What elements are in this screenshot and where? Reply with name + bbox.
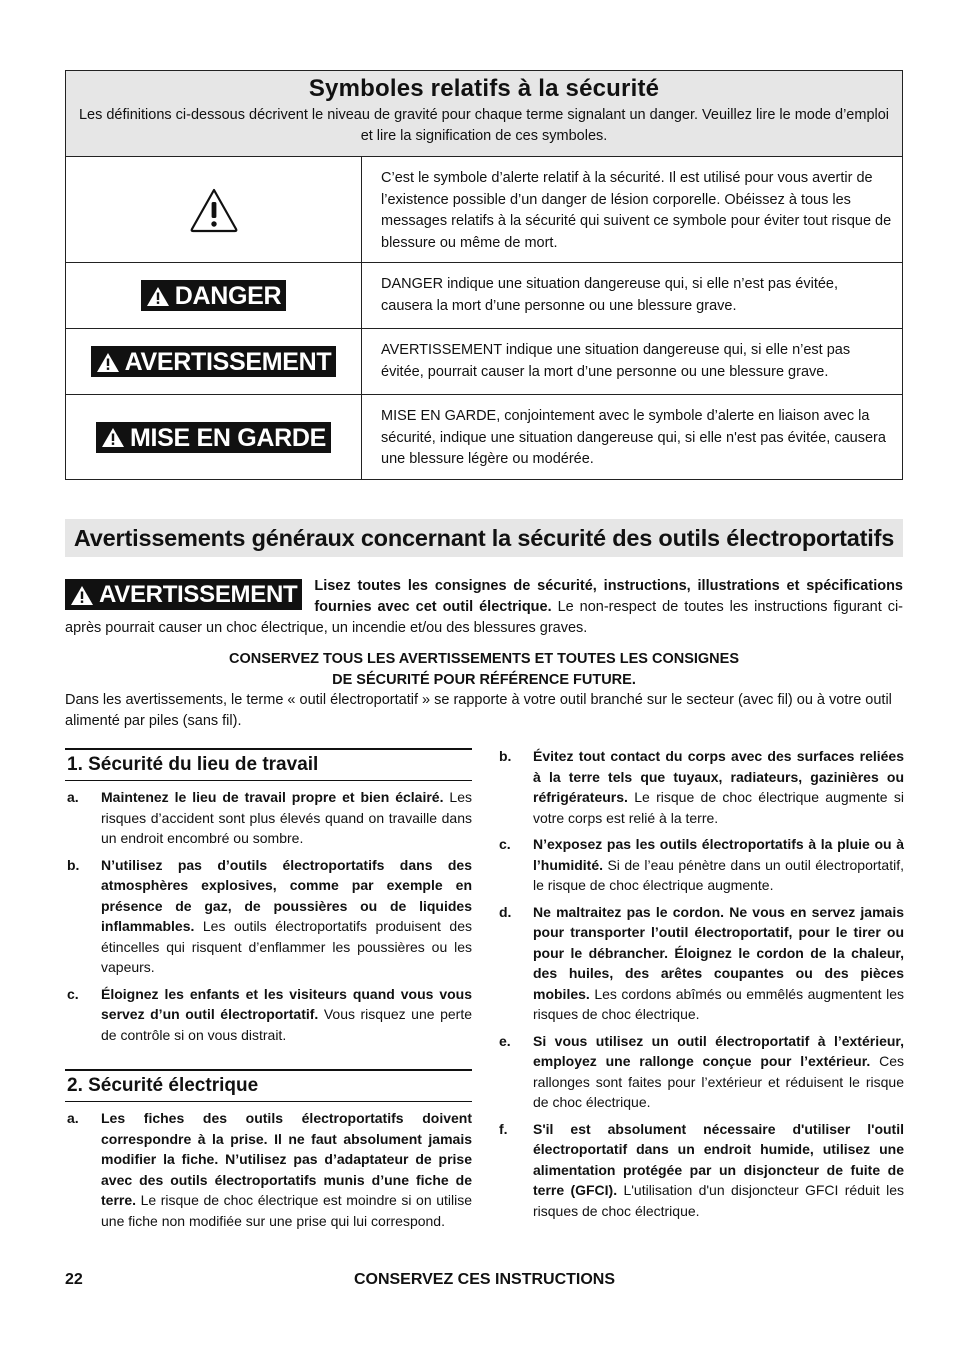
- definition-paragraph: Dans les avertissements, le terme « outil électroportatif » se rapporte à votre outil branché sur le secteur (avec fil) ou à votre outil alimenté par piles (sans fil).: [65, 692, 892, 729]
- list-item: [497, 1119, 904, 1222]
- item-letter: c.: [499, 836, 511, 852]
- list-item: [65, 855, 472, 978]
- avertissement-signal-word: [91, 346, 337, 377]
- avertissement-signal-word: [65, 579, 302, 610]
- symbols-row-avertissement: [66, 329, 902, 395]
- item-letter: b.: [67, 856, 80, 873]
- list-item: [497, 746, 904, 828]
- conserve-line-1: CONSERVEZ TOUS LES AVERTISSEMENTS ET TOUTES LES CONSIGNES: [229, 651, 739, 667]
- list-item: [497, 834, 904, 896]
- general-warnings-title: Avertissements généraux concernant la sécurité des outils électroportatifs: [73, 525, 895, 551]
- item-bold: Maintenez le lieu de travail propre et bien éclairé.: [101, 789, 444, 805]
- conserve-notice: [65, 649, 903, 691]
- symbols-row-alert-text: C’est le symbole d’alerte relatif à la sécurité. Il est utilisé pour vous avertir de l’existence possible d’un danger de lésion corporelle. Obéissez à tous les messages relatifs à la sécurité qui suivent ce symbole pour éviter tout risque de blessure ou même de mort.: [381, 170, 892, 251]
- item-text: Ces rallonges sont faites pour l’extérieur et réduisent le risque de choc électrique.: [533, 1053, 904, 1110]
- symbols-row-alert: [66, 157, 902, 263]
- conserve-line-2: DE SÉCURITÉ POUR RÉFÉRENCE FUTURE.: [332, 672, 636, 688]
- item-text: Les outils électroportatifs produisent des étincelles qui risquent d’enflammer les poussières ou les vapeurs.: [101, 918, 472, 975]
- item-text: Si de l’eau pénètre dans un outil électroportatif, le risque de choc électrique augmente.: [533, 856, 904, 893]
- safety-symbols-table: [65, 70, 903, 480]
- item-bold: S'il est absolument nécessaire d'utiliser l'outil électroportatif dans un endroit humide, utilisez une alimentation protégée par un disjoncteur de fuite de terre (GFCI).: [533, 1120, 904, 1198]
- item-bold: Évitez tout contact du corps avec des surfaces reliées à la terre tels que tuyaux, radiateurs, gazinières ou réfrigérateurs.: [533, 748, 904, 805]
- item-bold: Éloignez les enfants et les visiteurs quand vous vous servez d’un outil électroportatif.: [101, 985, 472, 1022]
- mise-en-garde-signal-label: MISE EN GARDE: [129, 423, 327, 452]
- item-letter: f.: [499, 1120, 508, 1137]
- item-text: L'utilisation d'un disjoncteur GFCI réduit les risques de choc électrique.: [533, 1182, 904, 1219]
- symbols-table-title: Symboles relatifs à la sécurité: [308, 75, 660, 102]
- mise-en-garde-signal-word: [96, 422, 331, 453]
- section-1-title: 1. Sécurité du lieu de travail: [67, 754, 319, 775]
- item-letter: c.: [67, 985, 79, 1002]
- item-bold: Les fiches des outils électroportatifs doivent correspondre à la prise. Il ne faut absolument jamais modifier la fiche. N’utilisez pas d’adaptateur de prise avec des outils électroportatifs munis d’une fiche de terre.: [101, 1110, 472, 1208]
- right-column: [497, 746, 904, 1227]
- alert-triangle-icon: [70, 585, 94, 606]
- general-warning-bold: Lisez toutes les consignes de sécurité, instructions, illustrations et spécifications fournies avec cet outil électrique.: [314, 578, 903, 615]
- item-bold: Ne maltraitez pas le cordon. Ne vous en servez jamais pour transporter l’outil électroportatif, pour le tirer ou pour le débrancher. Éloignez le cordon de la chaleur, des huiles, des arêtes coupantes ou des pièces mobiles.: [533, 903, 904, 1002]
- list-item: [497, 1031, 904, 1113]
- item-text: Les cordons abîmés ou emmêlés augmentent les risques de choc électrique.: [533, 985, 904, 1022]
- list-item: [65, 984, 472, 1046]
- alert-triangle-icon: [96, 352, 120, 373]
- item-bold: N’exposez pas les outils électroportatifs à la pluie ou à l’humidité.: [533, 836, 904, 873]
- alert-triangle-icon: [189, 187, 239, 233]
- danger-signal-word: [141, 280, 287, 311]
- general-warning-text: Le non-respect de toutes les instructions figurant ci-après pourrait causer un choc électrique, un incendie et/ou des blessures graves.: [65, 599, 903, 636]
- symbols-table-intro: Les définitions ci-dessous décrivent le niveau de gravité pour chaque terme signalant un danger. Veuillez lire le mode d’emploi et lire la signification de ces symboles.: [78, 107, 890, 144]
- item-text: Les risques d’accident sont plus élevés quand on travaille dans un endroit encombré ou sombre.: [101, 789, 473, 846]
- avertissement-signal-label: AVERTISSEMENT: [124, 348, 332, 376]
- symbols-row-danger-text: DANGER indique une situation dangereuse qui, si elle n’est pas évitée, causera la mort d’une personne ou une blessure grave.: [381, 276, 839, 314]
- list-item: [65, 787, 472, 849]
- avertissement-signal-label: AVERTISSEMENT: [99, 581, 298, 608]
- item-text: Le risque de choc électrique est moindre si on utilise une fiche non modifiée sur une prise qui lui correspond.: [101, 1192, 472, 1229]
- general-warnings-header: [65, 519, 903, 557]
- item-bold: Si vous utilisez un outil électroportatif à l’extérieur, employez une rallonge conçue pour l’extérieur.: [533, 1032, 904, 1069]
- section-2-header: [65, 1069, 472, 1102]
- item-letter: b.: [499, 748, 512, 764]
- page-number: 22: [65, 1271, 83, 1288]
- section-1-header: [65, 748, 472, 781]
- alert-triangle-icon: [101, 427, 125, 448]
- symbols-row-mise-en-garde: [66, 395, 902, 479]
- item-letter: a.: [67, 789, 79, 805]
- list-item: [65, 1108, 472, 1231]
- general-warning-paragraph: [65, 576, 903, 639]
- symbols-table-header: [66, 71, 902, 157]
- danger-signal-label: DANGER: [174, 282, 282, 310]
- left-column: [65, 748, 472, 1237]
- item-bold: N’utilisez pas d’outils électroportatifs dans des atmosphères explosives, comme par exemple en présence de gaz, de poussières ou de liquides inflammables.: [101, 856, 472, 934]
- section-2-title: 2. Sécurité électrique: [67, 1075, 259, 1096]
- item-letter: a.: [67, 1110, 79, 1126]
- symbols-row-danger: [66, 263, 902, 329]
- symbols-row-mise-en-garde-text: MISE EN GARDE, conjointement avec le symbole d’alerte en liaison avec la sécurité, indique une situation dangereuse qui, si elle n'est pas évitée, causera une blessure légère ou modérée.: [381, 408, 886, 467]
- footer-title: CONSERVEZ CES INSTRUCTIONS: [353, 1271, 616, 1288]
- list-item: [497, 902, 904, 1025]
- item-text: Vous risquez une perte de contrôle si on vous distrait.: [101, 1006, 472, 1043]
- item-letter: e.: [499, 1032, 511, 1049]
- symbols-row-avertissement-text: AVERTISSEMENT indique une situation dangereuse qui, si elle n’est pas évitée, pourrait causer la mort d’une personne ou une blessure grave.: [381, 342, 851, 380]
- item-letter: d.: [499, 903, 512, 920]
- alert-triangle-icon: [146, 286, 170, 307]
- item-text: Le risque de choc électrique augmente si votre corps est relié à la terre.: [533, 789, 904, 826]
